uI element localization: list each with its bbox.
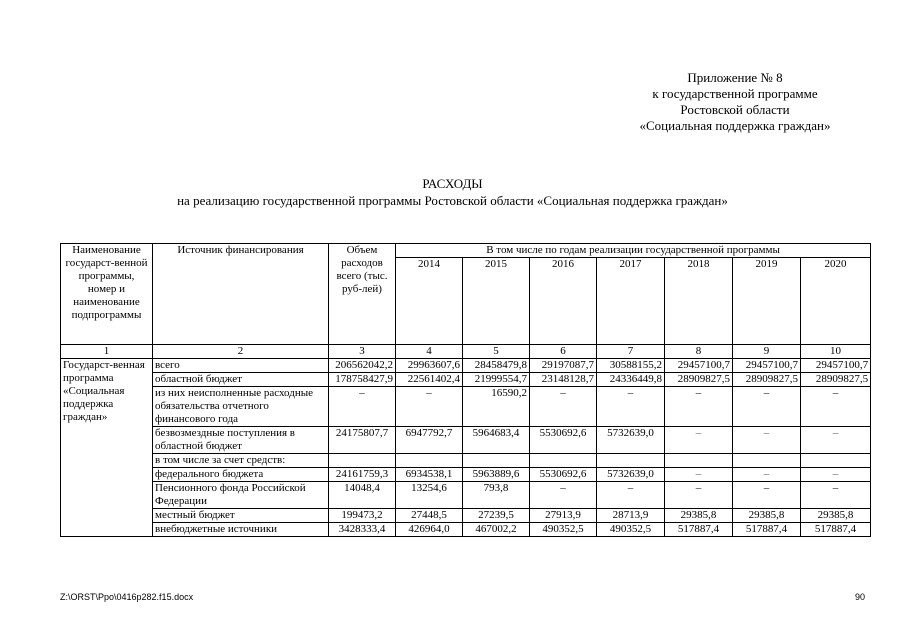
value-cell: 29457100,7 [801,359,871,373]
value-cell [463,454,530,468]
header-year-2018: 2018 [665,258,733,345]
header-year-2016: 2016 [530,258,597,345]
column-number: 6 [530,345,597,359]
value-cell: 3428333,4 [329,523,396,537]
document-title: РАСХОДЫ [422,176,483,191]
value-cell: 29385,8 [801,509,871,523]
column-number: 10 [801,345,871,359]
value-cell: – [665,427,733,454]
value-cell: – [597,482,665,509]
header-funding-source: Источник финансирования [153,244,329,345]
value-cell: 29963607,6 [396,359,463,373]
value-cell: 426964,0 [396,523,463,537]
value-cell: – [396,387,463,427]
table-row [61,509,871,523]
value-cell: 24175807,7 [329,427,396,454]
value-cell: 793,8 [463,482,530,509]
funding-source-cell: в том числе за счет средств: [153,454,329,468]
value-cell: – [801,468,871,482]
value-cell: 178758427,9 [329,373,396,387]
column-number: 3 [329,345,396,359]
value-cell: 16590,2 [463,387,530,427]
value-cell [665,454,733,468]
value-cell: 28909827,5 [801,373,871,387]
value-cell: 27448,5 [396,509,463,523]
table-row [61,427,871,454]
column-number: 1 [61,345,153,359]
value-cell: 28458479,8 [463,359,530,373]
value-cell: 23148128,7 [530,373,597,387]
value-cell: 14048,4 [329,482,396,509]
value-cell: – [530,387,597,427]
value-cell: 517887,4 [733,523,801,537]
table-row [61,468,871,482]
value-cell: – [801,427,871,454]
column-number: 9 [733,345,801,359]
value-cell: 30588155,2 [597,359,665,373]
appendix-line-4: «Социальная поддержка граждан» [639,118,831,133]
value-cell: 24161759,3 [329,468,396,482]
header-row-1 [61,244,871,258]
value-cell: 467002,2 [463,523,530,537]
value-cell: 27913,9 [530,509,597,523]
table-row [61,373,871,387]
value-cell: 28909827,5 [665,373,733,387]
appendix-line-1: Приложение № 8 [687,70,783,85]
header-year-2014: 2014 [396,258,463,345]
page-number: 90 [854,592,865,602]
value-cell: 5732639,0 [597,468,665,482]
column-numbers-row [61,345,871,359]
value-cell: 490352,5 [597,523,665,537]
value-cell: – [530,482,597,509]
funding-source-cell: Пенсионного фонда Российской Федерации [153,482,329,509]
value-cell: – [801,387,871,427]
column-number: 5 [463,345,530,359]
value-cell: – [665,387,733,427]
value-cell: – [329,387,396,427]
value-cell: 21999554,7 [463,373,530,387]
value-cell: 5530692,6 [530,427,597,454]
header-year-2015: 2015 [463,258,530,345]
file-path: Z:\ORST\Ppo\0416p282.f15.docx [60,592,194,602]
funding-source-cell: местный бюджет [153,509,329,523]
expenses-table [60,243,871,537]
column-number: 2 [153,345,329,359]
value-cell: 28713,9 [597,509,665,523]
value-cell: – [733,427,801,454]
value-cell: 28909827,5 [733,373,801,387]
value-cell: 29385,8 [665,509,733,523]
header-program-name: Наименование государст-венной программы, номер и наименование подпрограммы [61,244,153,345]
appendix-block [605,70,865,134]
funding-source-cell: федерального бюджета [153,468,329,482]
value-cell: 490352,5 [530,523,597,537]
value-cell [329,454,396,468]
value-cell [530,454,597,468]
table-row [61,482,871,509]
header-year-2017: 2017 [597,258,665,345]
table-row [61,387,871,427]
table-row [61,454,871,468]
value-cell: 199473,2 [329,509,396,523]
value-cell: 6934538,1 [396,468,463,482]
value-cell: 13254,6 [396,482,463,509]
value-cell: – [733,387,801,427]
header-total-volume: Объем расходов всего (тыс. руб-лей) [329,244,396,345]
value-cell: 517887,4 [801,523,871,537]
value-cell [597,454,665,468]
funding-source-cell: всего [153,359,329,373]
value-cell: 5963889,6 [463,468,530,482]
funding-source-cell: безвозмездные поступления в областной бюджет [153,427,329,454]
value-cell: 29385,8 [733,509,801,523]
value-cell: – [597,387,665,427]
program-name-cell: Государст-венная программа «Социальная поддержка граждан» [61,359,153,537]
funding-source-cell: из них неисполненные расходные обязательства отчетного финансового года [153,387,329,427]
column-number: 7 [597,345,665,359]
value-cell: – [733,468,801,482]
value-cell: 5732639,0 [597,427,665,454]
value-cell: 6947792,7 [396,427,463,454]
value-cell: – [665,468,733,482]
document-subtitle: на реализацию государственной программы Ростовской области «Социальная поддержка граждан» [177,193,728,208]
header-year-2020: 2020 [801,258,871,345]
funding-source-cell: областной бюджет [153,373,329,387]
appendix-line-3: Ростовской области [680,102,790,117]
value-cell: 29197087,7 [530,359,597,373]
header-by-years: В том числе по годам реализации государственной программы [396,244,871,258]
value-cell: 24336449,8 [597,373,665,387]
funding-source-cell: внебюджетные источники [153,523,329,537]
appendix-line-2: к государственной программе [652,86,818,101]
value-cell [801,454,871,468]
value-cell: – [665,482,733,509]
value-cell: 5530692,6 [530,468,597,482]
value-cell: – [801,482,871,509]
header-year-2019: 2019 [733,258,801,345]
value-cell: 517887,4 [665,523,733,537]
column-number: 8 [665,345,733,359]
value-cell: 206562042,2 [329,359,396,373]
value-cell: 22561402,4 [396,373,463,387]
value-cell [733,454,801,468]
value-cell: 29457100,7 [665,359,733,373]
value-cell: 27239,5 [463,509,530,523]
table-row [61,523,871,537]
table-row [61,359,871,373]
value-cell: 29457100,7 [733,359,801,373]
value-cell [396,454,463,468]
value-cell: 5964683,4 [463,427,530,454]
value-cell: – [733,482,801,509]
column-number: 4 [396,345,463,359]
